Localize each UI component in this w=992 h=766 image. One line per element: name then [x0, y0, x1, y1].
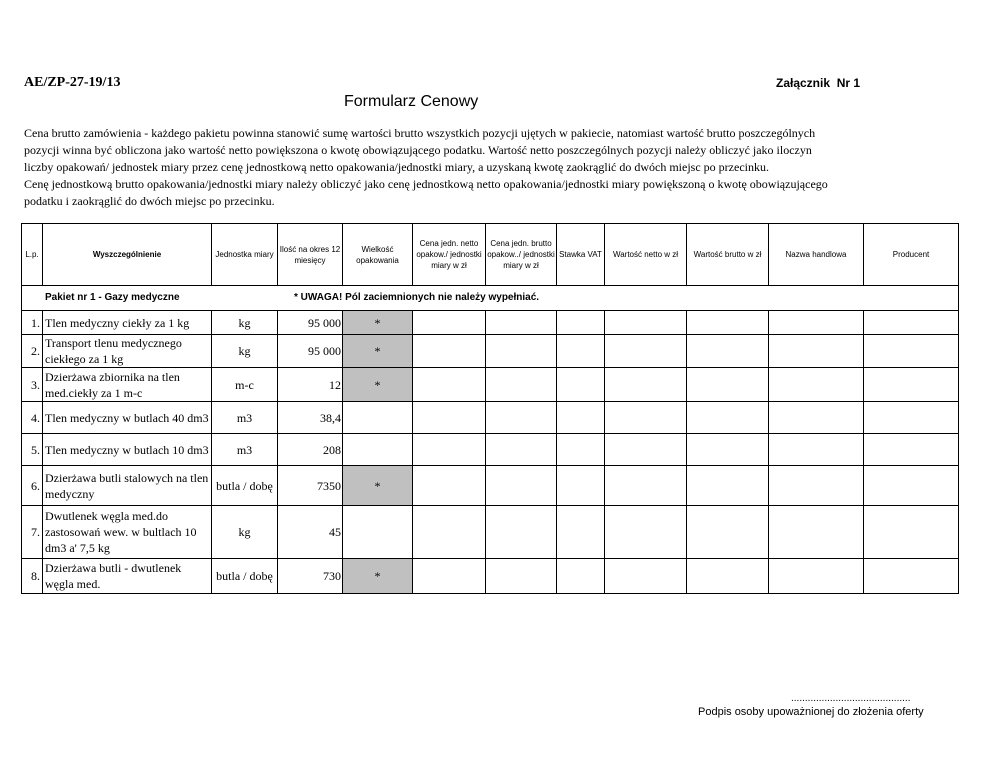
gross-price-cell[interactable]: [486, 434, 557, 466]
gross-value-cell[interactable]: [687, 506, 769, 559]
col-lp: L.p.: [22, 224, 43, 286]
intro-paragraph: [24, 125, 964, 210]
col-qty: Ilość na okres 12 miesięcy: [278, 224, 343, 286]
gross-value-cell[interactable]: [687, 559, 769, 594]
item-name: Dzierżawa zbiornika na tlen med.ciekły za 1 m-c: [43, 368, 212, 402]
item-unit: butla / dobę: [212, 559, 278, 594]
item-quantity: 45: [278, 506, 343, 559]
net-value-cell[interactable]: [605, 311, 687, 335]
net-price-cell[interactable]: [413, 402, 486, 434]
gross-value-cell[interactable]: [687, 402, 769, 434]
row-number: 3.: [22, 368, 43, 402]
col-name: Wyszczególnienie: [43, 224, 212, 286]
producer-cell[interactable]: [864, 466, 959, 506]
intro-line: liczby opakowań/ jednostek miary przez cenę jednostkową netto opakowania/jednostki miary, a uzyskaną kwotę zaokrąglić do dwóch miejsc po przecinku.: [24, 160, 769, 174]
intro-line: Cenę jednostkową brutto opakowania/jednostki miary należy obliczyć jako cenę jednostkową netto opakowania/jednostki miary powiększoną o kwotę obowiązującego: [24, 177, 828, 191]
item-quantity: 95 000: [278, 311, 343, 335]
gross-value-cell[interactable]: [687, 466, 769, 506]
gross-value-cell[interactable]: [687, 311, 769, 335]
table-row: [22, 434, 959, 466]
table-row: [22, 506, 959, 559]
item-name: Tlen medyczny ciekły za 1 kg: [43, 311, 212, 335]
net-value-cell[interactable]: [605, 402, 687, 434]
trade-name-cell[interactable]: [769, 368, 864, 402]
item-name: Tlen medyczny w butlach 40 dm3: [43, 402, 212, 434]
package-title: Pakiet nr 1 - Gazy medyczne: [45, 292, 180, 303]
intro-line: Cena brutto zamówienia - każdego pakietu powinna stanowić sumę wartości brutto wszystkich pozycji ujętych w pakiecie, natomiast wartość brutto poszczególnych: [24, 126, 816, 140]
item-name: Dzierżawa butli - dwutlenek węgla med.: [43, 559, 212, 594]
col-size: Wielkość opakowania: [343, 224, 413, 286]
table-row: [22, 402, 959, 434]
table-row: [22, 368, 959, 402]
item-unit: kg: [212, 311, 278, 335]
table-row: [22, 335, 959, 368]
producer-cell[interactable]: [864, 368, 959, 402]
signature-line: ...........................................: [791, 693, 911, 704]
net-price-cell[interactable]: [413, 368, 486, 402]
producer-cell[interactable]: [864, 434, 959, 466]
row-number: 1.: [22, 311, 43, 335]
row-number: 5.: [22, 434, 43, 466]
producer-cell[interactable]: [864, 559, 959, 594]
item-unit: kg: [212, 335, 278, 368]
vat-cell[interactable]: [557, 402, 605, 434]
package-size-shaded: *: [343, 466, 413, 506]
gross-price-cell[interactable]: [486, 335, 557, 368]
row-number: 4.: [22, 402, 43, 434]
package-size-cell[interactable]: [343, 434, 413, 466]
col-gross-value: Wartość brutto w zł: [687, 224, 769, 286]
gross-price-cell[interactable]: [486, 368, 557, 402]
net-price-cell[interactable]: [413, 466, 486, 506]
item-unit: kg: [212, 506, 278, 559]
vat-cell[interactable]: [557, 434, 605, 466]
gross-price-cell[interactable]: [486, 402, 557, 434]
item-unit: m3: [212, 402, 278, 434]
trade-name-cell[interactable]: [769, 335, 864, 368]
item-name: Dzierżawa butli stalowych na tlen medyczny: [43, 466, 212, 506]
net-price-cell[interactable]: [413, 434, 486, 466]
producer-cell[interactable]: [864, 402, 959, 434]
package-size-shaded: *: [343, 311, 413, 335]
item-unit: m-c: [212, 368, 278, 402]
intro-line: pozycji winna być obliczona jako wartość netto powiększona o kwotę obowiązującego podatku. Wartość netto poszczególnych pozycji należy obliczyć jako iloczyn: [24, 143, 812, 157]
signature-label: Podpis osoby upoważnionej do złożenia oferty: [698, 706, 924, 718]
net-value-cell[interactable]: [605, 368, 687, 402]
item-name: Transport tlenu medycznego ciekłego za 1 kg: [43, 335, 212, 368]
row-number: 6.: [22, 466, 43, 506]
producer-cell[interactable]: [864, 311, 959, 335]
col-gross-price: Cena jedn. brutto opakow../ jednostki miary w zł: [486, 224, 557, 286]
gross-value-cell[interactable]: [687, 434, 769, 466]
item-quantity: 730: [278, 559, 343, 594]
header-row: [22, 224, 959, 286]
net-value-cell[interactable]: [605, 335, 687, 368]
gross-price-cell[interactable]: [486, 466, 557, 506]
item-name: Tlen medyczny w butlach 10 dm3: [43, 434, 212, 466]
row-number: 2.: [22, 335, 43, 368]
item-quantity: 7350: [278, 466, 343, 506]
col-net-value: Wartość netto w zł: [605, 224, 687, 286]
vat-cell[interactable]: [557, 466, 605, 506]
item-name: Dwutlenek węgla med.do zastosowań wew. w bultlach 10 dm3 a' 7,5 kg: [43, 506, 212, 559]
net-value-cell[interactable]: [605, 434, 687, 466]
gross-price-cell[interactable]: [486, 506, 557, 559]
vat-cell[interactable]: [557, 559, 605, 594]
vat-cell[interactable]: [557, 506, 605, 559]
net-price-cell[interactable]: [413, 335, 486, 368]
col-producer: Producent: [864, 224, 959, 286]
gross-value-cell[interactable]: [687, 335, 769, 368]
trade-name-cell[interactable]: [769, 311, 864, 335]
vat-cell[interactable]: [557, 368, 605, 402]
item-unit: butla / dobę: [212, 466, 278, 506]
item-unit: m3: [212, 434, 278, 466]
col-vat: Stawka VAT: [557, 224, 605, 286]
item-quantity: 12: [278, 368, 343, 402]
gross-price-cell[interactable]: [486, 559, 557, 594]
vat-cell[interactable]: [557, 311, 605, 335]
trade-name-cell[interactable]: [769, 434, 864, 466]
gross-price-cell[interactable]: [486, 311, 557, 335]
producer-cell[interactable]: [864, 335, 959, 368]
net-value-cell[interactable]: [605, 466, 687, 506]
col-unit: Jednostka miary: [212, 224, 278, 286]
price-form-table: [21, 223, 959, 594]
attachment-label: Załącznik Nr 1: [776, 76, 861, 90]
trade-name-cell[interactable]: [769, 559, 864, 594]
table-row: [22, 559, 959, 594]
intro-line: podatku i zaokrąglić do dwóch miejsc po przecinku.: [24, 194, 275, 208]
net-value-cell[interactable]: [605, 559, 687, 594]
trade-name-cell[interactable]: [769, 402, 864, 434]
gross-value-cell[interactable]: [687, 368, 769, 402]
net-price-cell[interactable]: [413, 311, 486, 335]
item-quantity: 38,4: [278, 402, 343, 434]
package-size-shaded: *: [343, 559, 413, 594]
trade-name-cell[interactable]: [769, 506, 864, 559]
trade-name-cell[interactable]: [769, 466, 864, 506]
row-number: 7.: [22, 506, 43, 559]
item-quantity: 208: [278, 434, 343, 466]
table-row: [22, 311, 959, 335]
producer-cell[interactable]: [864, 506, 959, 559]
package-note: * UWAGA! Pól zaciemnionych nie należy wypełniać.: [294, 292, 540, 303]
col-net-price: Cena jedn. netto opakow./ jednostki miary w zł: [413, 224, 486, 286]
item-quantity: 95 000: [278, 335, 343, 368]
row-number: 8.: [22, 559, 43, 594]
package-size-cell[interactable]: [343, 402, 413, 434]
page-title: Formularz Cenowy: [344, 93, 479, 110]
table-row: [22, 466, 959, 506]
package-size-shaded: *: [343, 368, 413, 402]
vat-cell[interactable]: [557, 335, 605, 368]
document-reference: AE/ZP-27-19/13: [24, 75, 121, 90]
package-size-shaded: *: [343, 335, 413, 368]
net-price-cell[interactable]: [413, 506, 486, 559]
col-trade-name: Nazwa handlowa: [769, 224, 864, 286]
package-row: [22, 286, 959, 311]
net-price-cell[interactable]: [413, 559, 486, 594]
package-size-cell[interactable]: [343, 506, 413, 559]
net-value-cell[interactable]: [605, 506, 687, 559]
